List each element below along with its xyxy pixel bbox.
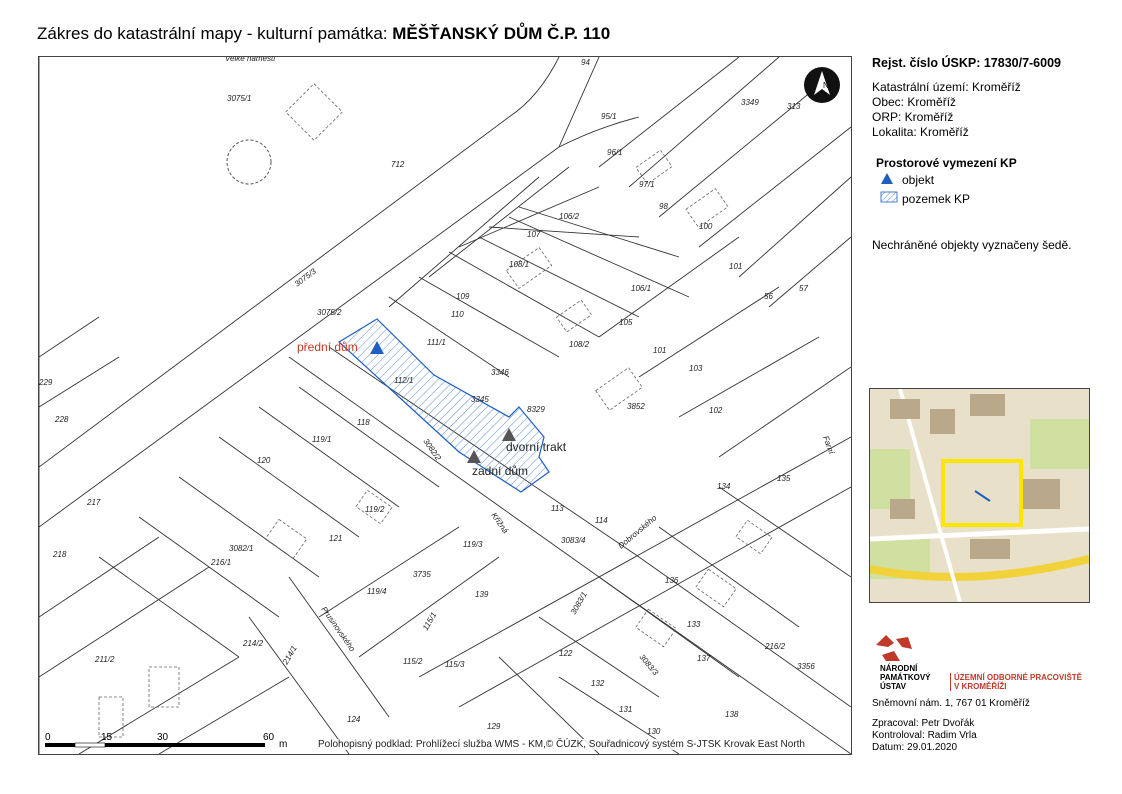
parcel-number: 106/1 bbox=[631, 284, 652, 293]
street-label: 3083/1 bbox=[568, 590, 589, 616]
legend-title: Prostorové vymezení KP bbox=[876, 156, 1017, 170]
parcel-number: 313 bbox=[787, 102, 801, 111]
parcel-number: 211/2 bbox=[95, 655, 115, 664]
parcel-number: 3735 bbox=[413, 570, 431, 579]
parcel-number: 131 bbox=[619, 705, 633, 714]
parcel-number: 119/4 bbox=[367, 587, 387, 596]
parcel-number: 100 bbox=[699, 222, 713, 231]
parcel-number: 115/2 bbox=[403, 657, 423, 666]
legend-label: objekt bbox=[902, 172, 935, 187]
map-canvas bbox=[39, 57, 851, 754]
parcel-number: 216/2 bbox=[765, 642, 786, 651]
north-label: N bbox=[823, 81, 829, 90]
office-line: ÚZEMNÍ ODBORNÉ PRACOVIŠTĚ bbox=[954, 673, 1083, 682]
parcel-number: 8329 bbox=[527, 405, 545, 414]
map-attribution: Polohopisný podklad: Prohlížecí služba WMS - KM,© ČÚZK, Souřadnicový systém S-JTSK Krovak East North bbox=[318, 739, 805, 750]
parcel-number: 229 bbox=[39, 378, 53, 387]
parcel-number: 98 bbox=[659, 202, 668, 211]
street-labels bbox=[225, 57, 836, 677]
page-title bbox=[37, 24, 610, 44]
parcel-number: 107 bbox=[527, 230, 541, 239]
dvorni-trakt-label: dvorní trakt bbox=[506, 440, 567, 454]
parcel-number: 3346 bbox=[491, 368, 509, 377]
parcel-number: 130 bbox=[647, 727, 661, 736]
office-line: V KROMĚŘÍŽI bbox=[954, 682, 1007, 691]
scale-0: 0 bbox=[45, 732, 51, 743]
parcel-number: 3082/1 bbox=[229, 544, 254, 553]
registry-number: Rejst. číslo ÚSKP: 17830/7-6009 bbox=[872, 56, 1061, 70]
parcel-number: 133 bbox=[687, 620, 701, 629]
minimap-canvas bbox=[870, 389, 1089, 602]
parcel-number: 101 bbox=[653, 346, 667, 355]
legend-item-pozemek bbox=[880, 189, 1112, 208]
parcel-number: 124 bbox=[347, 715, 361, 724]
parcel-number: 119/1 bbox=[312, 435, 332, 444]
hatched-square-icon bbox=[880, 191, 902, 206]
scale-15: 15 bbox=[101, 732, 113, 743]
credit-line: Kontroloval: Radim Vrla bbox=[872, 730, 977, 741]
parcel-number: 96/1 bbox=[607, 148, 623, 157]
parcel-number: 119/3 bbox=[463, 540, 483, 549]
street-label: Prusinovského bbox=[319, 604, 357, 654]
credit-line: Datum: 29.01.2020 bbox=[872, 742, 958, 753]
predni-dum-label: přední dům bbox=[297, 340, 358, 354]
credits bbox=[872, 718, 977, 754]
parcel-number: 57 bbox=[799, 284, 808, 293]
info-line: Obec: Kroměříž bbox=[872, 95, 957, 109]
npu-line: NÁRODNÍ bbox=[880, 664, 918, 673]
parcel-number: 122 bbox=[559, 649, 573, 658]
parcel-number: 137 bbox=[697, 654, 711, 663]
npu-office bbox=[950, 673, 1082, 691]
blue-triangle-icon bbox=[880, 172, 902, 188]
parcel-number: 56 bbox=[764, 292, 773, 301]
scale-unit: m bbox=[279, 739, 288, 750]
credit-line: Zpracoval: Petr Dvořák bbox=[872, 718, 975, 729]
parcel-number: 106/2 bbox=[559, 212, 580, 221]
scale-bar bbox=[45, 732, 287, 750]
parcel-number: 105 bbox=[619, 318, 633, 327]
street-label: Křížná bbox=[489, 510, 510, 536]
parcel-number: 139 bbox=[475, 590, 489, 599]
info-line: Katastrální území: Kroměříž bbox=[872, 80, 1021, 94]
parcel-number: 101 bbox=[729, 262, 743, 271]
location-info bbox=[872, 80, 1112, 140]
parcel-number: 217 bbox=[87, 498, 101, 507]
legend-item-objekt bbox=[880, 170, 1112, 189]
legend-label: pozemek KP bbox=[902, 191, 971, 206]
npu-line: PAMÁTKOVÝ bbox=[880, 673, 931, 682]
unprotected-note: Nechráněné objekty vyznačeny šedě. bbox=[872, 238, 1072, 252]
parcel-number: 135 bbox=[777, 474, 791, 483]
parcel-number: 110 bbox=[451, 310, 464, 319]
parcel-number: 109 bbox=[456, 292, 470, 301]
street-label: Velké náměstí bbox=[225, 57, 276, 63]
parcel-number: 118 bbox=[357, 418, 370, 427]
npu-line: ÚSTAV bbox=[880, 682, 906, 691]
parcel-number: 3349 bbox=[741, 98, 759, 107]
parcel-number: 3356 bbox=[797, 662, 815, 671]
parcel-number: 113 bbox=[551, 504, 564, 513]
parcel-number: 95/1 bbox=[601, 112, 617, 121]
parcel-number: 3075/2 bbox=[317, 308, 342, 317]
parcel-number: 216/1 bbox=[211, 558, 232, 567]
zadni-dum-label: zadní dům bbox=[472, 464, 529, 478]
parcel-number: 3075/1 bbox=[227, 94, 252, 103]
title-monument: MĚŠŤANSKÝ DŮM Č.P. 110 bbox=[392, 24, 611, 43]
parcel-number: 132 bbox=[591, 679, 605, 688]
parcel-number: 214/2 bbox=[243, 639, 264, 648]
street-label: Farní bbox=[821, 434, 836, 456]
parcel-number: 228 bbox=[55, 415, 69, 424]
parcel-number: 3852 bbox=[627, 402, 645, 411]
parcel-number: 111/1 bbox=[427, 338, 446, 347]
parcel-number: 97/1 bbox=[639, 180, 655, 189]
title-prefix: Zákres do katastrální mapy - kulturní památka: bbox=[37, 24, 393, 43]
north-arrow-icon bbox=[804, 67, 840, 103]
parcel-number: 119/2 bbox=[365, 505, 385, 514]
parcel-number: 102 bbox=[709, 406, 723, 415]
parcel-number: 3345 bbox=[471, 395, 489, 404]
parcel-number: 115/3 bbox=[445, 660, 465, 669]
parcel-number: 138 bbox=[725, 710, 739, 719]
info-line: ORP: Kroměříž bbox=[872, 110, 954, 124]
info-line: Lokalita: Kroměříž bbox=[872, 125, 969, 139]
cadastral-map[interactable] bbox=[38, 56, 852, 755]
parcel-number: 218 bbox=[53, 550, 67, 559]
scale-60: 60 bbox=[263, 732, 275, 743]
parcel-number: 214/1 bbox=[280, 644, 299, 666]
npu-logo-icon bbox=[872, 633, 916, 668]
npu-name bbox=[880, 664, 931, 691]
parcel-number: 108/1 bbox=[509, 260, 530, 269]
parcel-number: 108/2 bbox=[569, 340, 590, 349]
overview-minimap bbox=[869, 388, 1090, 603]
parcel-number: 136 bbox=[665, 576, 679, 585]
parcel-number: 712 bbox=[391, 160, 405, 169]
parcel-number: 3083/4 bbox=[561, 536, 586, 545]
scale-30: 30 bbox=[157, 732, 169, 743]
parcel-number: 94 bbox=[581, 58, 590, 67]
parcel-number: 112/1 bbox=[394, 376, 414, 385]
parcel-number: 103 bbox=[689, 364, 703, 373]
parcel-number: 120 bbox=[257, 456, 271, 465]
street-label: 3083/3 bbox=[637, 652, 661, 678]
street-label: Dobrovského bbox=[616, 513, 659, 551]
parcel-number: 134 bbox=[717, 482, 731, 491]
office-address: Sněmovní nám. 1, 767 01 Kroměříž bbox=[872, 698, 1030, 709]
parcel-number: 129 bbox=[487, 722, 501, 731]
sidebar bbox=[872, 56, 1112, 252]
parcel-number: 121 bbox=[329, 534, 343, 543]
street-label: 3082/2 bbox=[421, 436, 443, 463]
parcel-number: 114 bbox=[595, 516, 608, 525]
parcel-number: 115/1 bbox=[420, 610, 439, 632]
parcel-number: 3075/3 bbox=[292, 266, 318, 289]
